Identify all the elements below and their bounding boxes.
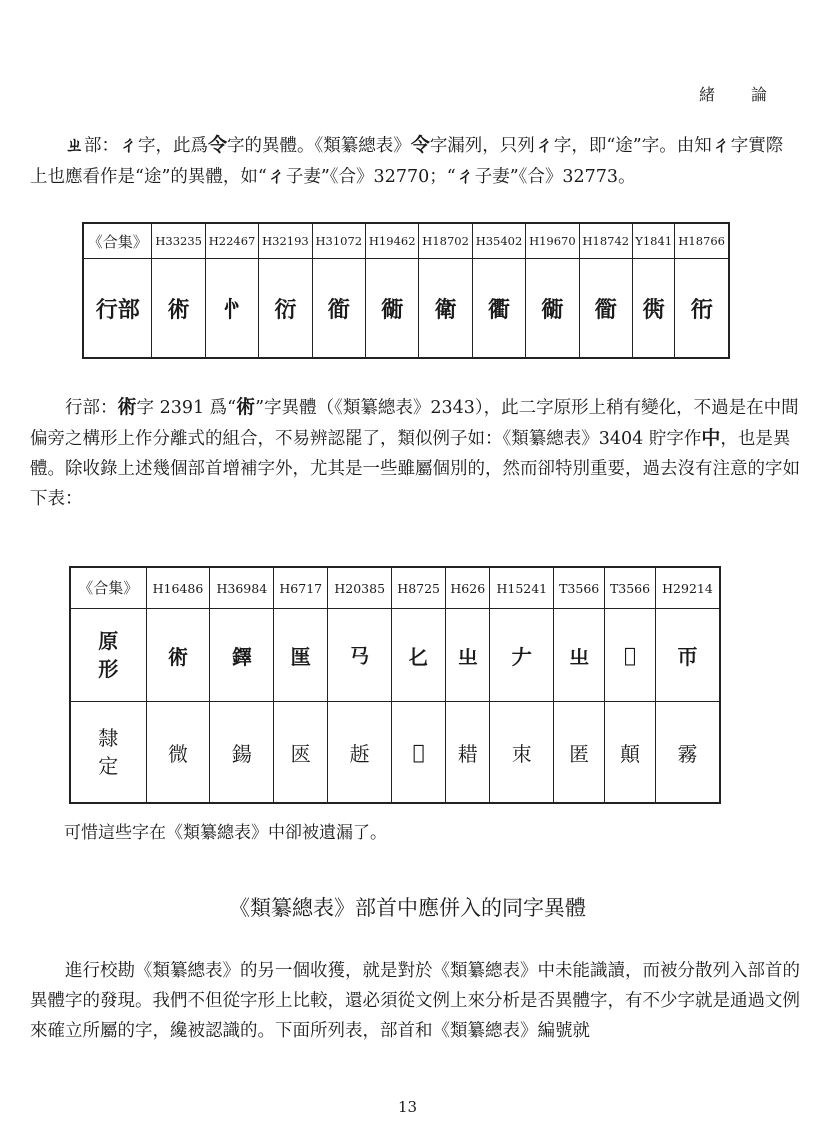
table-header-row <box>83 223 729 259</box>
table-header-cell: 《合集》 <box>70 567 146 609</box>
table-row <box>83 259 729 359</box>
table-row <box>70 609 720 702</box>
table-header-cell: H18742 <box>579 223 632 259</box>
glyph-cell: 衢 <box>472 259 525 359</box>
table-header-cell: H19462 <box>366 223 419 259</box>
table-header-cell: H22467 <box>205 223 258 259</box>
glyph-cell: 匿 <box>554 702 605 804</box>
glyph-cell: 𠂇 <box>490 609 554 702</box>
glyph-cell: 䞣 <box>328 702 392 804</box>
paragraph-body: 進行校勘《類纂總表》的另一個收獲，就是對於《類纂總表》中未能識讀，而被分散列入部首的異體字的發現。我們不但從字形上比較，還必須從文例上來分析是否異體字，有不少字就是通過文例來確立所屬的字，纔被認識的。下面所列表，部首和《類纂總表》編號就 <box>30 961 800 1041</box>
table-header-cell: H31072 <box>312 223 365 259</box>
table-header-cell: H18702 <box>419 223 472 259</box>
glyph-cell: 霧 <box>655 702 720 804</box>
oracle-glyph-icon: ㄔ <box>711 134 731 156</box>
glyph-cell: 顛 <box>605 702 656 804</box>
glyph-cell: 衍 <box>259 259 312 359</box>
table-header-row <box>70 567 720 609</box>
row-label: 隸定 <box>70 702 146 804</box>
glyph-cell: 術 <box>152 259 205 359</box>
table-header-cell: T3566 <box>605 567 656 609</box>
glyph-cell: 朿 <box>490 702 554 804</box>
glyph-cell: 衜 <box>312 259 365 359</box>
glyph-cell: 衟 <box>579 259 632 359</box>
glyph-cell: 𢎘 <box>328 609 392 702</box>
glyph-cell: 術 <box>146 609 210 702</box>
table-header-cell: H29214 <box>655 567 720 609</box>
oracle-glyph-icon: ㄔ <box>119 134 139 156</box>
table-header-cell: H626 <box>446 567 490 609</box>
table-header-cell: T3566 <box>554 567 605 609</box>
table-row <box>70 702 720 804</box>
table-header-cell: H20385 <box>328 567 392 609</box>
table-header-cell: H33235 <box>152 223 205 259</box>
glyph-cell: 匧 <box>274 702 328 804</box>
glyph-cell: 鐸 <box>210 609 274 702</box>
glyph-cell: 衖 <box>632 259 674 359</box>
glyph-cell: 耤 <box>446 702 490 804</box>
glyph-cell: 帀 <box>655 609 720 702</box>
table-header-cell: H36984 <box>210 567 274 609</box>
oracle-glyph-icon: 術 <box>236 396 256 418</box>
table-header-cell: 《合集》 <box>83 223 152 259</box>
glyph-cell: 匩 <box>274 609 328 702</box>
glyph-cell: 衚 <box>366 259 419 359</box>
glyph-cell: 㣺 <box>205 259 258 359</box>
oracle-glyph-icon: 術 <box>117 396 137 418</box>
table-header-cell: H18766 <box>675 223 729 259</box>
glyph-cell: 𥝗 <box>392 702 446 804</box>
row-label: 原形 <box>70 609 146 702</box>
glyph-cell: 鍚 <box>210 702 274 804</box>
variant-table-2 <box>69 566 721 804</box>
table-header-cell: H8725 <box>392 567 446 609</box>
glyph-cell: 衛 <box>419 259 472 359</box>
oracle-glyph-icon: 令 <box>410 134 430 156</box>
glyph-cell: 㞢 <box>446 609 490 702</box>
paragraph-note: 可惜這些字在《類纂總表》中卻被遺漏了。 <box>64 823 387 843</box>
table-header-cell: H15241 <box>490 567 554 609</box>
paragraph-intro: ㄓ部：ㄔ字，此爲令字的異體。《類纂總表》令字漏列，只列ㄔ字，即“途”字。由知ㄔ字實際上也應看作是“途”的異體，如“ㄔ子妻”《合》32770；“ㄔ子妻”《合》32773。 <box>30 134 784 187</box>
glyph-cell: 𠤎 <box>392 609 446 702</box>
glyph-cell: 㞢 <box>554 609 605 702</box>
oracle-glyph-icon: 令 <box>208 134 228 156</box>
oracle-glyph-icon: ㄔ <box>534 134 554 156</box>
paragraph-xing-bu: 行部：術字 2391 爲“術”字異體（《類纂總表》2343），此二字原形上稍有變化，不過是在中間偏旁之構形上作分離式的組合，不易辨認罷了，類似例子如：《類纂總表》3404 貯字作中，也是異體。除收錄上述幾個部首增補字外，尤其是一些雖屬個別的，然而卻特別重要，過去沒有注意的字如下表： <box>30 396 800 509</box>
page-number: 13 <box>397 1098 418 1116</box>
variant-table-1 <box>82 222 730 359</box>
table-header-cell: Y1841 <box>632 223 674 259</box>
oracle-glyph-icon: 中 <box>701 427 721 449</box>
section-title: 《類纂總表》部首中應併入的同字異體 <box>229 896 586 920</box>
glyph-cell: 𦓏 <box>605 609 656 702</box>
glyph-cell: 微 <box>146 702 210 804</box>
row-label: 行部 <box>83 259 152 359</box>
oracle-glyph-icon: ㄓ <box>65 134 85 156</box>
table-header-cell: H19670 <box>526 223 579 259</box>
running-header: 緒 論 <box>698 85 777 104</box>
table-header-cell: H35402 <box>472 223 525 259</box>
table-header-cell: H16486 <box>146 567 210 609</box>
glyph-cell: 衚 <box>526 259 579 359</box>
oracle-glyph-icon: ㄔ <box>266 165 286 187</box>
oracle-glyph-icon: ㄔ <box>455 165 475 187</box>
glyph-cell: 衎 <box>675 259 729 359</box>
table-header-cell: H6717 <box>274 567 328 609</box>
table-header-cell: H32193 <box>259 223 312 259</box>
